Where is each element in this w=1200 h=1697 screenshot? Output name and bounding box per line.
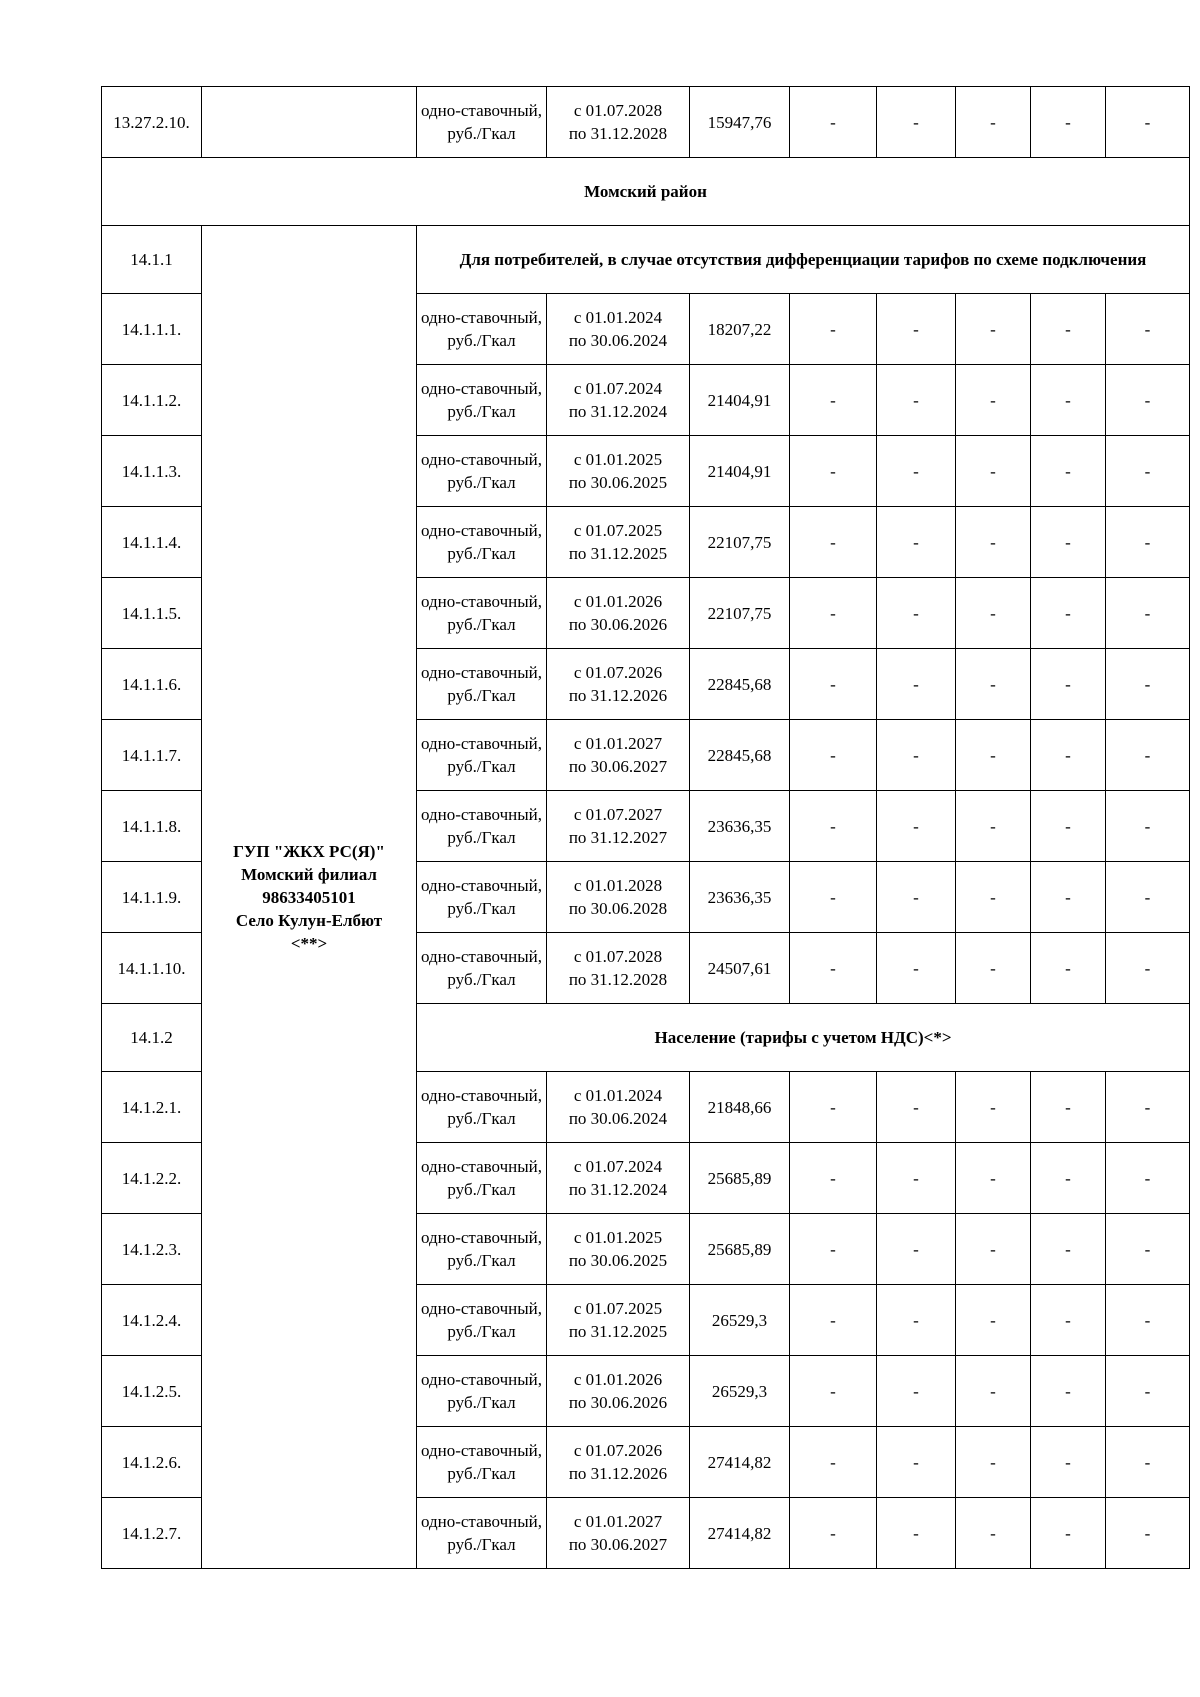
row-number: 14.1.1.1. — [102, 294, 202, 365]
period-from: с 01.01.2026 — [573, 592, 663, 611]
period-to: по 30.06.2025 — [568, 1251, 668, 1270]
blank-cell: - — [877, 365, 956, 436]
period-to: по 30.06.2026 — [568, 1393, 668, 1412]
blank-cell: - — [877, 1427, 956, 1498]
tariff-value: 22107,75 — [690, 507, 790, 578]
blank-cell: - — [1031, 1214, 1106, 1285]
tariff-value: 24507,61 — [690, 933, 790, 1004]
blank-cell: - — [877, 720, 956, 791]
period-from: с 01.01.2027 — [573, 734, 663, 753]
organization-line5: <**> — [290, 933, 328, 953]
blank-cell: - — [1106, 649, 1190, 720]
section-title: Население (тарифы с учетом НДС)<*> — [417, 1004, 1190, 1072]
blank-cell: - — [877, 1072, 956, 1143]
blank-cell: - — [1106, 791, 1190, 862]
blank-cell: - — [790, 507, 877, 578]
row-number: 14.1.1.2. — [102, 365, 202, 436]
blank-cell: - — [956, 507, 1031, 578]
blank-cell: - — [1031, 87, 1106, 158]
blank-cell: - — [790, 1285, 877, 1356]
blank-cell: - — [1031, 1498, 1106, 1569]
row-number: 14.1.2.4. — [102, 1285, 202, 1356]
period-from: с 01.01.2024 — [573, 1086, 663, 1105]
blank-cell: - — [877, 507, 956, 578]
blank-cell: - — [1106, 1072, 1190, 1143]
blank-cell: - — [1106, 1427, 1190, 1498]
district-row — [102, 158, 1190, 226]
blank-cell: - — [956, 1143, 1031, 1214]
unit-cell: одно-ставочный, руб./Гкал — [417, 1356, 547, 1427]
tariff-value: 23636,35 — [690, 862, 790, 933]
row-number: 14.1.2.5. — [102, 1356, 202, 1427]
blank-cell: - — [877, 436, 956, 507]
blank-cell: - — [1031, 507, 1106, 578]
unit-cell: одно-ставочный, руб./Гкал — [417, 791, 547, 862]
row-number: 14.1.2.2. — [102, 1143, 202, 1214]
unit-cell: одно-ставочный, руб./Гкал — [417, 1143, 547, 1214]
period-from: с 01.01.2027 — [573, 1512, 663, 1531]
blank-cell: - — [956, 1214, 1031, 1285]
blank-cell: - — [956, 1356, 1031, 1427]
period-cell — [547, 578, 690, 649]
period-cell — [547, 1427, 690, 1498]
period-from: с 01.07.2027 — [573, 805, 663, 824]
period-cell — [547, 436, 690, 507]
tariff-value: 18207,22 — [690, 294, 790, 365]
period-from: с 01.01.2024 — [573, 308, 663, 327]
blank-cell: - — [790, 862, 877, 933]
unit-cell: одно-ставочный, руб./Гкал — [417, 1072, 547, 1143]
blank-cell: - — [790, 933, 877, 1004]
period-from: с 01.01.2026 — [573, 1370, 663, 1389]
row-number: 14.1.1.10. — [102, 933, 202, 1004]
period-cell — [547, 933, 690, 1004]
tariff-value: 26529,3 — [690, 1285, 790, 1356]
tariff-value: 26529,3 — [690, 1356, 790, 1427]
blank-cell: - — [1106, 720, 1190, 791]
blank-cell: - — [1106, 507, 1190, 578]
period-cell — [547, 507, 690, 578]
unit-cell: одно-ставочный, руб./Гкал — [417, 1214, 547, 1285]
period-from: с 01.07.2024 — [573, 1157, 663, 1176]
tariff-value: 21404,91 — [690, 436, 790, 507]
blank-cell: - — [790, 1427, 877, 1498]
blank-cell: - — [877, 1356, 956, 1427]
blank-cell: - — [790, 436, 877, 507]
period-to: по 31.12.2024 — [568, 1180, 668, 1199]
period-to: по 31.12.2028 — [568, 124, 668, 143]
period-from: с 01.01.2025 — [573, 1228, 663, 1247]
blank-cell: - — [1031, 1285, 1106, 1356]
blank-cell: - — [790, 1356, 877, 1427]
section-number: 14.1.2 — [102, 1004, 202, 1072]
blank-cell: - — [1031, 1427, 1106, 1498]
period-cell — [547, 1214, 690, 1285]
tariff-value: 21848,66 — [690, 1072, 790, 1143]
district-title: Момский район — [102, 158, 1190, 226]
organization-line1: ГУП "ЖКХ РС(Я)" — [233, 841, 385, 861]
blank-cell: - — [956, 1498, 1031, 1569]
blank-cell: - — [1031, 862, 1106, 933]
blank-cell: - — [1106, 578, 1190, 649]
period-to: по 31.12.2028 — [568, 970, 668, 989]
blank-cell: - — [877, 294, 956, 365]
blank-cell: - — [877, 578, 956, 649]
blank-cell: - — [877, 1143, 956, 1214]
tariff-value: 23636,35 — [690, 791, 790, 862]
unit-cell: одно-ставочный, руб./Гкал — [417, 436, 547, 507]
row-number: 14.1.2.7. — [102, 1498, 202, 1569]
period-from: с 01.07.2025 — [573, 521, 663, 540]
organization-line2: Момский филиал — [241, 864, 377, 884]
blank-cell: - — [1106, 1356, 1190, 1427]
blank-cell: - — [956, 365, 1031, 436]
period-cell — [547, 1285, 690, 1356]
blank-cell: - — [1031, 436, 1106, 507]
period-cell — [547, 791, 690, 862]
period-cell — [547, 1498, 690, 1569]
blank-cell: - — [790, 365, 877, 436]
tariff-value: 22845,68 — [690, 649, 790, 720]
row-number: 14.1.2.3. — [102, 1214, 202, 1285]
blank-cell: - — [956, 791, 1031, 862]
period-to: по 31.12.2025 — [568, 544, 668, 563]
row-number: 14.1.1.8. — [102, 791, 202, 862]
unit-cell: одно-ставочный, руб./Гкал — [417, 365, 547, 436]
blank-cell: - — [1106, 1498, 1190, 1569]
blank-cell: - — [1106, 365, 1190, 436]
blank-cell: - — [1106, 436, 1190, 507]
blank-cell: - — [790, 1143, 877, 1214]
period-to: по 30.06.2027 — [568, 1535, 668, 1554]
blank-cell: - — [956, 720, 1031, 791]
section-number: 14.1.1 — [102, 226, 202, 294]
blank-cell: - — [877, 933, 956, 1004]
period-to: по 31.12.2025 — [568, 1322, 668, 1341]
blank-cell: - — [1031, 720, 1106, 791]
blank-cell: - — [1106, 1143, 1190, 1214]
section-title: Для потребителей, в случае отсутствия дифференциации тарифов по схеме подключения — [417, 226, 1190, 294]
blank-cell: - — [790, 294, 877, 365]
period-from: с 01.07.2025 — [573, 1299, 663, 1318]
unit-cell: одно-ставочный, руб./Гкал — [417, 294, 547, 365]
blank-cell: - — [1031, 1072, 1106, 1143]
tariff-value: 27414,82 — [690, 1498, 790, 1569]
blank-cell: - — [1031, 649, 1106, 720]
unit-cell: одно-ставочный, руб./Гкал — [417, 1285, 547, 1356]
period-cell — [547, 1143, 690, 1214]
period-from: с 01.07.2026 — [573, 663, 663, 682]
row-number: 14.1.1.4. — [102, 507, 202, 578]
period-from: с 01.07.2028 — [573, 101, 663, 120]
period-cell — [547, 720, 690, 791]
blank-cell: - — [956, 87, 1031, 158]
period-to: по 30.06.2024 — [568, 1109, 668, 1128]
period-to: по 31.12.2026 — [568, 686, 668, 705]
blank-cell: - — [1031, 791, 1106, 862]
blank-cell: - — [1106, 933, 1190, 1004]
period-cell — [547, 649, 690, 720]
period-to: по 30.06.2027 — [568, 757, 668, 776]
period-from: с 01.01.2028 — [573, 876, 663, 895]
blank-cell: - — [1106, 87, 1190, 158]
period-to: по 30.06.2025 — [568, 473, 668, 492]
blank-cell: - — [1106, 294, 1190, 365]
blank-cell: - — [877, 649, 956, 720]
tariff-value: 22845,68 — [690, 720, 790, 791]
unit-cell: одно-ставочный, руб./Гкал — [417, 862, 547, 933]
blank-cell: - — [1106, 1285, 1190, 1356]
blank-cell: - — [877, 862, 956, 933]
blank-cell: - — [1031, 1143, 1106, 1214]
row-number: 14.1.1.9. — [102, 862, 202, 933]
blank-cell: - — [956, 1427, 1031, 1498]
period-to: по 30.06.2026 — [568, 615, 668, 634]
blank-cell: - — [1031, 933, 1106, 1004]
tariff-value: 27414,82 — [690, 1427, 790, 1498]
tariff-table — [101, 86, 1190, 1569]
period-from: с 01.07.2026 — [573, 1441, 663, 1460]
row-number: 14.1.1.3. — [102, 436, 202, 507]
blank-cell: - — [1031, 294, 1106, 365]
unit-cell: одно-ставочный, руб./Гкал — [417, 649, 547, 720]
organization-cell — [202, 226, 417, 1569]
blank-cell: - — [1031, 578, 1106, 649]
blank-cell: - — [790, 649, 877, 720]
blank-cell: - — [956, 578, 1031, 649]
tariff-value: 22107,75 — [690, 578, 790, 649]
section-header-row — [102, 226, 1190, 294]
blank-cell: - — [877, 1498, 956, 1569]
unit-cell: одно-ставочный, руб./Гкал — [417, 87, 547, 158]
period-cell — [547, 1072, 690, 1143]
period-cell — [547, 294, 690, 365]
blank-cell: - — [1031, 1356, 1106, 1427]
blank-cell: - — [956, 1072, 1031, 1143]
blank-cell: - — [790, 720, 877, 791]
blank-cell: - — [877, 87, 956, 158]
period-to: по 31.12.2026 — [568, 1464, 668, 1483]
period-to: по 30.06.2024 — [568, 331, 668, 350]
blank-cell: - — [790, 87, 877, 158]
blank-cell: - — [956, 294, 1031, 365]
blank-cell: - — [877, 1285, 956, 1356]
period-from: с 01.07.2028 — [573, 947, 663, 966]
blank-cell: - — [956, 1285, 1031, 1356]
row-number: 13.27.2.10. — [102, 87, 202, 158]
unit-cell: одно-ставочный, руб./Гкал — [417, 720, 547, 791]
blank-cell: - — [956, 436, 1031, 507]
row-number: 14.1.1.7. — [102, 720, 202, 791]
period-to: по 30.06.2028 — [568, 899, 668, 918]
unit-cell: одно-ставочный, руб./Гкал — [417, 507, 547, 578]
period-cell — [547, 862, 690, 933]
unit-cell: одно-ставочный, руб./Гкал — [417, 1427, 547, 1498]
blank-cell: - — [790, 578, 877, 649]
blank-cell: - — [956, 933, 1031, 1004]
blank-cell: - — [790, 1498, 877, 1569]
period-to: по 31.12.2027 — [568, 828, 668, 847]
row-number: 14.1.2.6. — [102, 1427, 202, 1498]
period-to: по 31.12.2024 — [568, 402, 668, 421]
blank-cell: - — [956, 649, 1031, 720]
tariff-value: 21404,91 — [690, 365, 790, 436]
tariff-value: 25685,89 — [690, 1143, 790, 1214]
period-from: с 01.01.2025 — [573, 450, 663, 469]
tariff-value: 15947,76 — [690, 87, 790, 158]
organization-line4: Село Кулун-Елбют — [235, 910, 383, 930]
blank-cell: - — [877, 791, 956, 862]
blank-cell: - — [1106, 1214, 1190, 1285]
period-from: с 01.07.2024 — [573, 379, 663, 398]
period-cell — [547, 365, 690, 436]
blank-cell: - — [956, 862, 1031, 933]
blank-cell: - — [790, 1214, 877, 1285]
unit-cell: одно-ставочный, руб./Гкал — [417, 578, 547, 649]
organization-cell-empty — [202, 87, 417, 158]
period-cell — [547, 87, 690, 158]
blank-cell: - — [790, 1072, 877, 1143]
unit-cell: одно-ставочный, руб./Гкал — [417, 1498, 547, 1569]
blank-cell: - — [790, 791, 877, 862]
organization-line3: 98633405101 — [262, 887, 356, 907]
row-number: 14.1.1.6. — [102, 649, 202, 720]
table-row — [102, 87, 1190, 158]
period-cell — [547, 1356, 690, 1427]
blank-cell: - — [1106, 862, 1190, 933]
row-number: 14.1.1.5. — [102, 578, 202, 649]
row-number: 14.1.2.1. — [102, 1072, 202, 1143]
blank-cell: - — [877, 1214, 956, 1285]
unit-cell: одно-ставочный, руб./Гкал — [417, 933, 547, 1004]
blank-cell: - — [1031, 365, 1106, 436]
tariff-value: 25685,89 — [690, 1214, 790, 1285]
